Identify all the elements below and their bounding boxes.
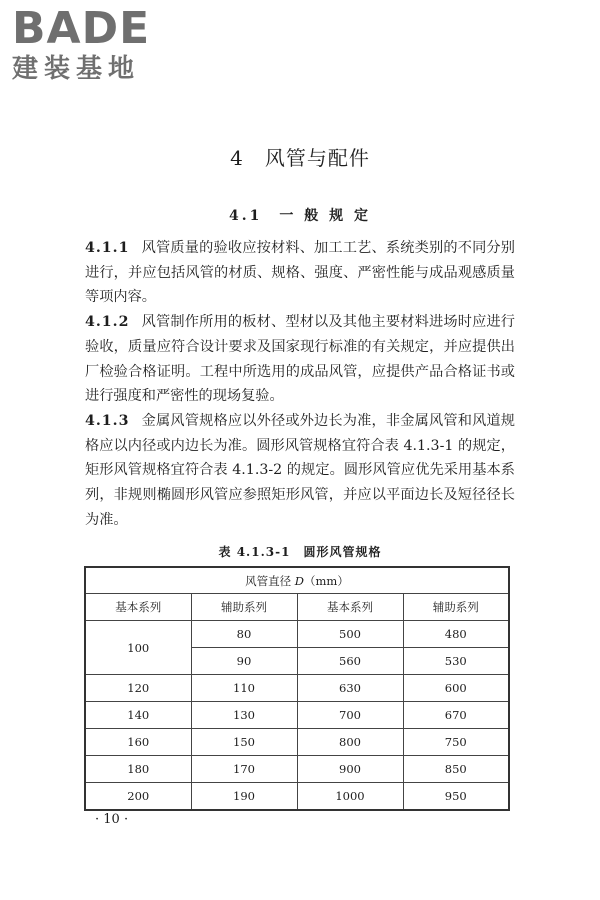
table-cell: 530 <box>403 648 509 675</box>
table-cell: 180 <box>85 756 191 783</box>
clause-number: 4.1.3 <box>85 412 130 429</box>
header-label: 风管直径 <box>245 573 295 588</box>
table-cell: 900 <box>297 756 403 783</box>
column-header: 基本系列 <box>297 594 403 621</box>
clause-text: 风管质量的验收应按材料、加工工艺、系统类别的不同分别进行，并应包括风管的材质、规格、强度、严密性能与成品观感质量等项内容。 <box>85 240 515 306</box>
table-cell: 670 <box>403 702 509 729</box>
table-cell: 80 <box>191 621 297 648</box>
header-symbol: D <box>294 573 305 588</box>
table-cell: 110 <box>191 675 297 702</box>
table-cell: 140 <box>85 702 191 729</box>
table-cell: 500 <box>297 621 403 648</box>
clause-text: 风管制作所用的板材、型材以及其他主要材料进场时应进行验收，质量应符合设计要求及国家现行标准的有关规定，并应提供出厂检验合格证明。工程中所选用的成品风管，应提供产品合格证书或进行强度和严密性的现场复验。 <box>85 314 515 405</box>
table-row <box>85 783 509 811</box>
table-cell: 850 <box>403 756 509 783</box>
table-row <box>85 675 509 702</box>
table-cell: 480 <box>403 621 509 648</box>
table-cell: 600 <box>403 675 509 702</box>
table-cell: 750 <box>403 729 509 756</box>
logo-subtitle-text: 建装基地 <box>12 54 141 84</box>
clause-number: 4.1.2 <box>85 314 130 331</box>
bade-logo <box>12 4 177 84</box>
column-header: 辅助系列 <box>403 594 509 621</box>
table-cell: 800 <box>297 729 403 756</box>
table-row <box>85 756 509 783</box>
table-row <box>85 702 509 729</box>
table-cell: 200 <box>85 783 191 811</box>
table-cell: 1000 <box>297 783 403 811</box>
header-unit: （mm） <box>304 573 349 588</box>
chapter-title: 4 风管与配件 <box>230 146 370 170</box>
column-header: 基本系列 <box>85 594 191 621</box>
clause-4-1-2 <box>85 310 515 409</box>
table-cell: 120 <box>85 675 191 702</box>
section-title: 4.1 一 般 规 定 <box>229 208 371 224</box>
column-header: 辅助系列 <box>191 594 297 621</box>
clause-text: 金属风管规格应以外径或外边长为准，非金属风管和风道规格应以内径或内边长为准。圆形风管规格宜符合表 4.1.3-1 的规定，矩形风管规格宜符合表 4.1.3-2 的规定。圆形风管应优先采用基本系列，非规则椭圆形风管应参照矩形风管，并应以平面边长及短径径长为准。 <box>85 412 515 528</box>
logo-brand-text: BADE <box>12 3 151 54</box>
clause-4-1-1 <box>85 236 515 310</box>
table-cell: 170 <box>191 756 297 783</box>
page-number: · 10 · <box>95 812 129 827</box>
table-cell: 190 <box>191 783 297 811</box>
table-cell: 560 <box>297 648 403 675</box>
table-cell: 630 <box>297 675 403 702</box>
table-row <box>85 729 509 756</box>
table-cell: 100 <box>85 621 191 675</box>
table-header-cell <box>85 567 509 594</box>
table-row <box>85 621 509 648</box>
table-caption: 表 4.1.3-1 圆形风管规格 <box>218 545 382 559</box>
table-cell: 150 <box>191 729 297 756</box>
clause-number: 4.1.1 <box>85 240 130 256</box>
table-cell: 130 <box>191 702 297 729</box>
duct-spec-table <box>84 566 510 811</box>
table-column-row <box>85 594 509 621</box>
clause-4-1-3 <box>85 409 515 533</box>
table-cell: 700 <box>297 702 403 729</box>
table-header-row <box>85 567 509 594</box>
clause-list <box>85 236 515 532</box>
table-cell: 950 <box>403 783 509 811</box>
table-cell: 160 <box>85 729 191 756</box>
table-cell: 90 <box>191 648 297 675</box>
